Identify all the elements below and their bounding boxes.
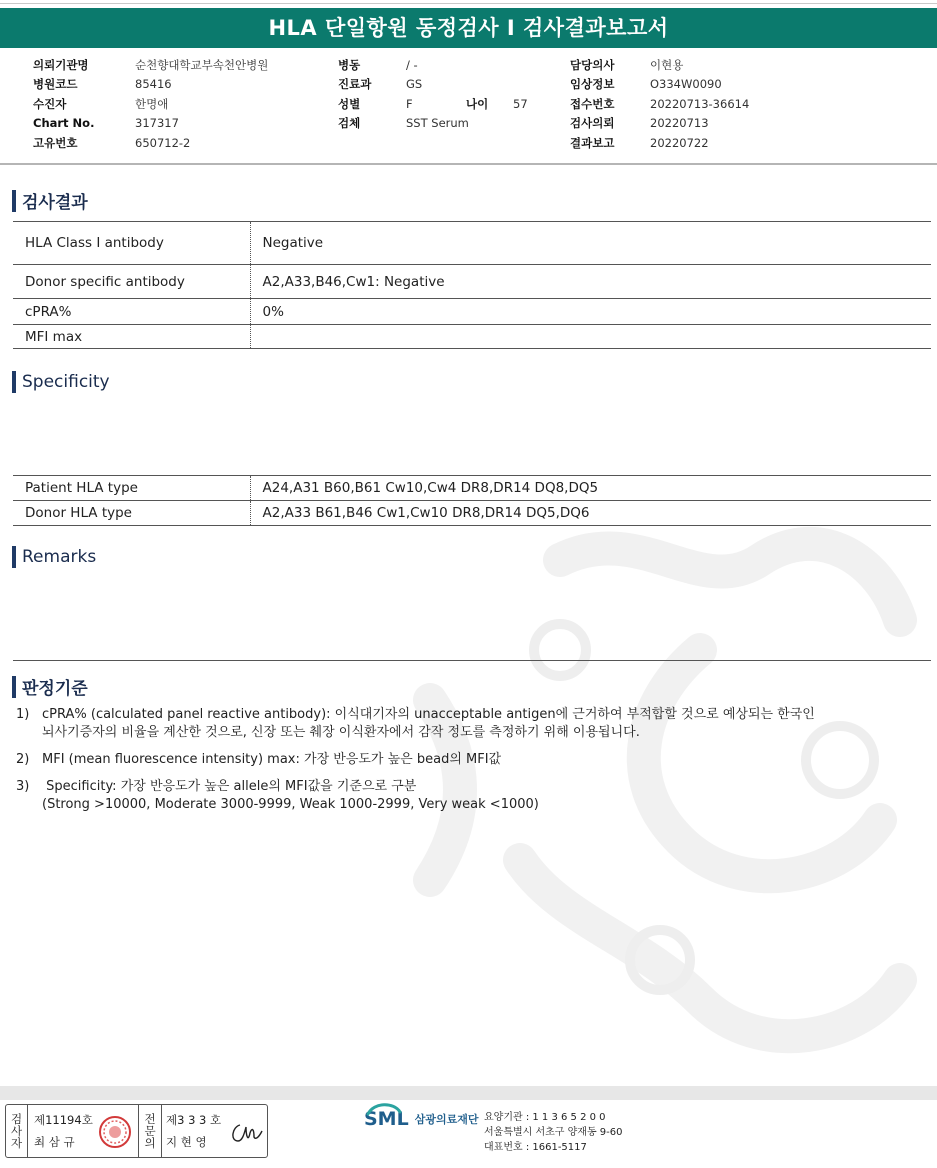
row-key: Donor HLA type xyxy=(13,501,250,526)
specificity-heading xyxy=(12,371,110,393)
item-line: cPRA% (calculated panel reactive antibody): 이식대기자의 unacceptable antigen에 근거하여 부적합할 것으로 예상되는 한국인 xyxy=(42,707,815,722)
value-clinical-info: O334W0090 xyxy=(650,77,722,92)
table-row xyxy=(13,325,931,349)
criteria-list xyxy=(16,706,815,823)
label-ward: 병동 xyxy=(338,58,361,72)
specialist-label xyxy=(138,1105,162,1157)
label-char: 자 xyxy=(10,1136,23,1150)
label-specimen: 검체 xyxy=(338,116,361,131)
row-value: A24,A31 B60,B61 Cw10,Cw4 DR8,DR14 DQ8,DQ5 xyxy=(262,480,599,496)
specificity-table xyxy=(13,475,931,526)
value-receipt-no: 20220713-36614 xyxy=(650,96,750,111)
heading-bar xyxy=(12,371,16,393)
list-item xyxy=(16,778,815,814)
heading-bar xyxy=(12,546,16,568)
value-physician: 이현용 xyxy=(650,58,684,72)
header-divider xyxy=(0,163,937,165)
row-key: Donor specific antibody xyxy=(13,265,250,299)
value-sex: F xyxy=(406,96,413,111)
label-char: 검 xyxy=(10,1112,23,1126)
logo-mark: SML xyxy=(364,1108,409,1130)
results-heading xyxy=(12,188,88,213)
header-col-1 xyxy=(33,56,268,153)
criteria-heading xyxy=(12,674,88,699)
label-department: 진료과 xyxy=(338,77,372,92)
row-value: A2,A33 B61,B46 Cw1,Cw10 DR8,DR14 DQ5,DQ6 xyxy=(262,505,590,521)
footer-band xyxy=(0,1086,937,1100)
label-unique-no: 고유번호 xyxy=(33,135,78,150)
label-chart-no: Chart No. xyxy=(33,116,95,131)
heading-bar xyxy=(12,190,16,212)
table-row xyxy=(13,222,931,265)
label-receipt-no: 접수번호 xyxy=(570,96,615,111)
specificity-heading-text: Specificity xyxy=(22,372,110,392)
row-key: MFI max xyxy=(13,325,250,349)
label-physician: 담당의사 xyxy=(570,58,615,72)
value-unique-no: 650712-2 xyxy=(135,135,191,150)
row-value: A2,A33,B46,Cw1: Negative xyxy=(262,273,445,290)
remarks-heading-text: Remarks xyxy=(22,547,97,567)
table-row xyxy=(13,476,931,501)
label-result-report: 결과보고 xyxy=(570,135,615,150)
org-address xyxy=(484,1110,623,1155)
value-chart-no: 317317 xyxy=(135,116,179,131)
sml-logo xyxy=(364,1108,478,1130)
table-row xyxy=(13,501,931,526)
label-char: 문 xyxy=(144,1124,156,1138)
heading-bar xyxy=(12,676,16,698)
logo-swoosh-icon xyxy=(364,1100,404,1128)
label-char: 전 xyxy=(144,1112,156,1126)
item-number: 2) xyxy=(16,752,30,767)
criteria-heading-text: 판정기준 xyxy=(22,679,88,699)
value-result-report: 20220722 xyxy=(650,135,709,150)
address-line: 요양기관 : 1 1 3 6 5 2 0 0 xyxy=(484,1112,606,1123)
label-age: 나이 xyxy=(466,96,489,111)
table-row xyxy=(13,265,931,299)
item-number: 1) xyxy=(16,707,30,722)
item-line: Specificity: 가장 반응도가 높은 allele의 MFI값을 기준으로 구분 xyxy=(42,779,417,794)
header-col-2 xyxy=(338,56,528,134)
remarks-heading xyxy=(12,546,96,568)
signature-box xyxy=(5,1104,268,1158)
seal-stamp-icon xyxy=(98,1115,132,1149)
value-hospital-code: 85416 xyxy=(135,77,172,92)
examiner-license: 제11194호 xyxy=(34,1113,93,1127)
value-specimen: SST Serum xyxy=(406,116,469,131)
value-department: GS xyxy=(406,77,423,92)
list-item xyxy=(16,751,815,769)
results-heading-text: 검사결과 xyxy=(22,193,88,213)
row-key: cPRA% xyxy=(13,299,250,325)
value-requesting-institution: 순천향대학교부속천안병원 xyxy=(135,58,269,72)
address-line: 서울특별시 서초구 양재동 9-60 xyxy=(484,1127,623,1138)
row-value: 0% xyxy=(262,303,284,320)
label-sex: 성별 xyxy=(338,96,361,111)
header-col-3 xyxy=(570,56,749,153)
specialist-name: 지 현 영 xyxy=(166,1135,207,1149)
item-number: 3) xyxy=(16,779,30,794)
value-ward: / - xyxy=(406,58,418,72)
remarks-divider xyxy=(13,660,931,661)
examiner-label xyxy=(6,1105,28,1157)
address-line: 대표번호 : 1661-5117 xyxy=(484,1142,587,1153)
results-table xyxy=(13,221,931,349)
signature-icon xyxy=(226,1117,264,1149)
label-patient: 수진자 xyxy=(33,96,67,111)
label-char: 사 xyxy=(10,1124,23,1138)
row-key: HLA Class I antibody xyxy=(13,222,250,265)
label-hospital-code: 병원코드 xyxy=(33,77,78,92)
label-char: 의 xyxy=(144,1136,156,1150)
row-value: Negative xyxy=(262,235,324,251)
value-test-request: 20220713 xyxy=(650,116,709,131)
examiner-name: 최 삼 규 xyxy=(34,1135,75,1149)
label-test-request: 검사의뢰 xyxy=(570,116,615,131)
row-key: Patient HLA type xyxy=(13,476,250,501)
report-title: HLA 단일항원 동정검사 I 검사결과보고서 xyxy=(0,8,937,48)
specialist-license: 제3 3 3 호 xyxy=(166,1113,222,1127)
value-patient: 한명애 xyxy=(135,96,169,111)
list-item xyxy=(16,706,815,742)
item-line: (Strong >10000, Moderate 3000-9999, Weak 1000-2999, Very weak <1000) xyxy=(42,797,539,812)
label-requesting-institution: 의뢰기관명 xyxy=(33,58,89,72)
row-value xyxy=(250,325,931,349)
top-divider xyxy=(0,3,937,4)
label-clinical-info: 임상정보 xyxy=(570,77,615,92)
item-line: MFI (mean fluorescence intensity) max: 가장 반응도가 높은 bead의 MFI값 xyxy=(42,752,502,767)
table-row xyxy=(13,299,931,325)
item-line: 뇌사기증자의 비율을 계산한 것으로, 신장 또는 췌장 이식환자에서 감작 정도를 측정하기 위해 이용됩니다. xyxy=(42,725,640,740)
value-age: 57 xyxy=(513,96,528,111)
logo-name: 삼광의료재단 xyxy=(414,1113,479,1126)
